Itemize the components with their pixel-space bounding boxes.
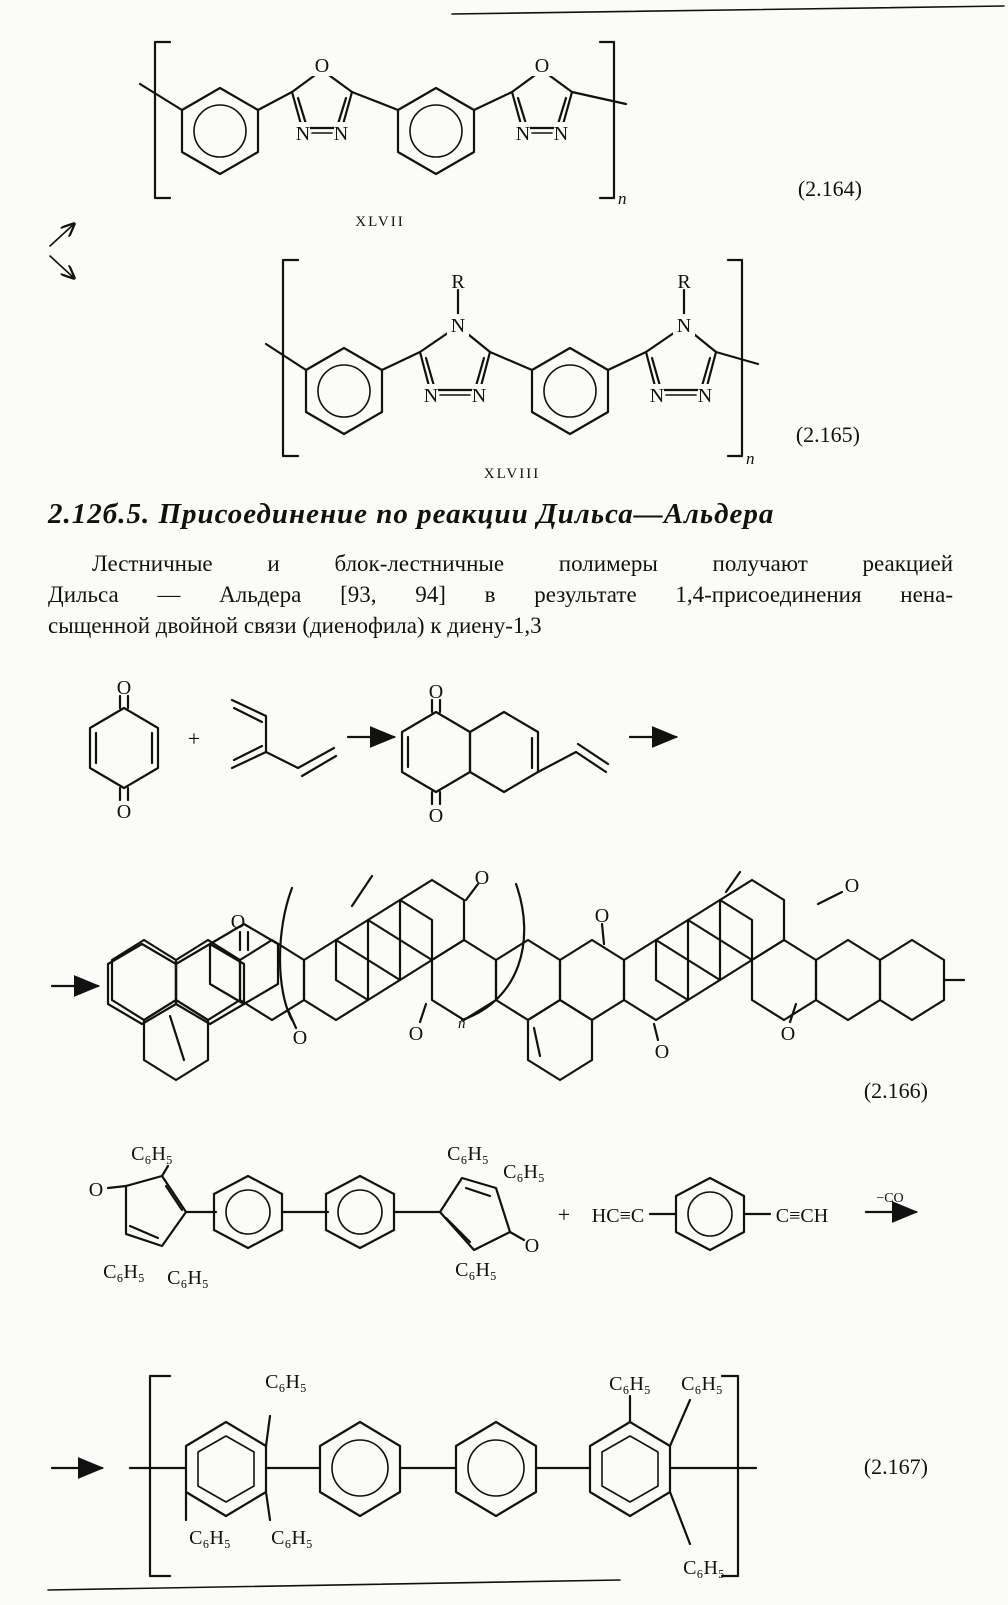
ladder-polymer xyxy=(52,872,964,1080)
eq167-product-labels xyxy=(189,1371,928,1579)
oxygen-label: O xyxy=(116,677,132,699)
repeat-subscript: n xyxy=(458,1016,466,1032)
nitrogen-label: N xyxy=(676,315,692,337)
ethynyl-label: C≡CH xyxy=(775,1205,829,1227)
oxygen-label: O xyxy=(534,55,550,77)
phenyl-label: C₆H₅ xyxy=(265,1371,307,1393)
nitrogen-label: N xyxy=(649,385,665,407)
oxygen-label: O xyxy=(594,905,610,927)
phenyl-label: C₆H₅ xyxy=(167,1267,209,1289)
paragraph-line: Дильса — Альдера [93, 94] в результате 1,4-присоединения нена- xyxy=(48,582,953,607)
nitrogen-label: N xyxy=(471,385,487,407)
phenyl-label: C₆H₅ xyxy=(447,1143,489,1165)
arrow-down-right-icon xyxy=(50,256,74,278)
paragraph-line: Лестничные и блок-лестничные полимеры получают реакцией xyxy=(92,551,953,576)
oxygen-label: O xyxy=(428,805,444,827)
bracket-left xyxy=(150,1376,170,1576)
plus-sign: + xyxy=(557,1202,571,1227)
nitrogen-label: N xyxy=(333,123,349,145)
diels-alder-adduct xyxy=(402,681,676,827)
oxygen-label: O xyxy=(408,1023,424,1045)
phenyl-label: C₆H₅ xyxy=(271,1527,313,1549)
compound-label-xlvii: XLVII xyxy=(355,214,405,230)
nitrogen-label: N xyxy=(697,385,713,407)
bracket-right xyxy=(462,884,524,1020)
repeat-subscript: n xyxy=(618,189,627,208)
top-rule xyxy=(452,6,1004,14)
oxygen-label: O xyxy=(292,1027,308,1049)
equation-number-2167: (2.167) xyxy=(863,1454,928,1479)
phenyl-label: C₆H₅ xyxy=(131,1143,173,1165)
phenyl-label: C₆H₅ xyxy=(503,1161,545,1183)
oxygen-label: O xyxy=(474,867,490,889)
phenyl-label: C₆H₅ xyxy=(103,1261,145,1283)
nitrogen-label: N xyxy=(295,123,311,145)
section-heading: 2.12б.5. Присоединение по реакции Дильса—Альдера xyxy=(48,498,775,530)
oxygen-label: O xyxy=(88,1179,104,1201)
oxygen-label: O xyxy=(780,1023,796,1045)
oxygen-label: O xyxy=(116,801,132,823)
bracket-left xyxy=(280,888,292,1020)
xlviii-atom-labels xyxy=(424,271,860,482)
xlvii-atom-labels xyxy=(296,54,862,230)
arrow-up-right-icon xyxy=(50,224,74,246)
r-substituent-label: R xyxy=(677,271,691,293)
bottom-rule xyxy=(48,1580,620,1590)
paragraph-line: сыщенной двойной связи (диенофила) к диену-1,3 xyxy=(48,613,542,638)
oxygen-label: O xyxy=(844,875,860,897)
bracket-left xyxy=(155,42,170,198)
equation-number-2166: (2.166) xyxy=(863,1078,928,1103)
phenyl-label: C₆H₅ xyxy=(681,1373,723,1395)
nitrogen-label: N xyxy=(423,385,439,407)
phenyl-label: C₆H₅ xyxy=(455,1259,497,1281)
oxygen-label: O xyxy=(230,911,246,933)
eq167-product xyxy=(52,1376,756,1576)
diels-alder-reactants xyxy=(90,677,394,823)
r-substituent-label: R xyxy=(451,271,465,293)
nitrogen-label: N xyxy=(553,123,569,145)
oxygen-label: O xyxy=(524,1235,540,1257)
eq167-reactant-labels xyxy=(89,1143,904,1289)
equation-number-2164: (2.164) xyxy=(797,176,862,201)
nitrogen-label: N xyxy=(515,123,531,145)
ethynyl-label: HC≡C xyxy=(591,1205,645,1227)
section-paragraph xyxy=(48,548,953,641)
equation-number-2165: (2.165) xyxy=(795,422,860,447)
phenyl-label: C₆H₅ xyxy=(609,1373,651,1395)
bracket-left xyxy=(283,260,298,456)
structure-xlvii xyxy=(140,42,626,198)
phenyl-label: C₆H₅ xyxy=(189,1527,231,1549)
plus-sign: + xyxy=(187,726,201,751)
phenyl-label-truncated: C₆H₅ xyxy=(683,1557,725,1579)
oxygen-label: O xyxy=(654,1041,670,1063)
nitrogen-label: N xyxy=(450,315,466,337)
repeat-subscript: n xyxy=(746,449,755,468)
compound-label-xlviii: XLVIII xyxy=(483,466,541,482)
oxygen-label: O xyxy=(314,55,330,77)
bracket-right xyxy=(600,42,614,198)
co-elimination-label: −CO xyxy=(876,1191,904,1206)
oxygen-label: O xyxy=(428,681,444,703)
bracket-right xyxy=(722,1376,738,1576)
